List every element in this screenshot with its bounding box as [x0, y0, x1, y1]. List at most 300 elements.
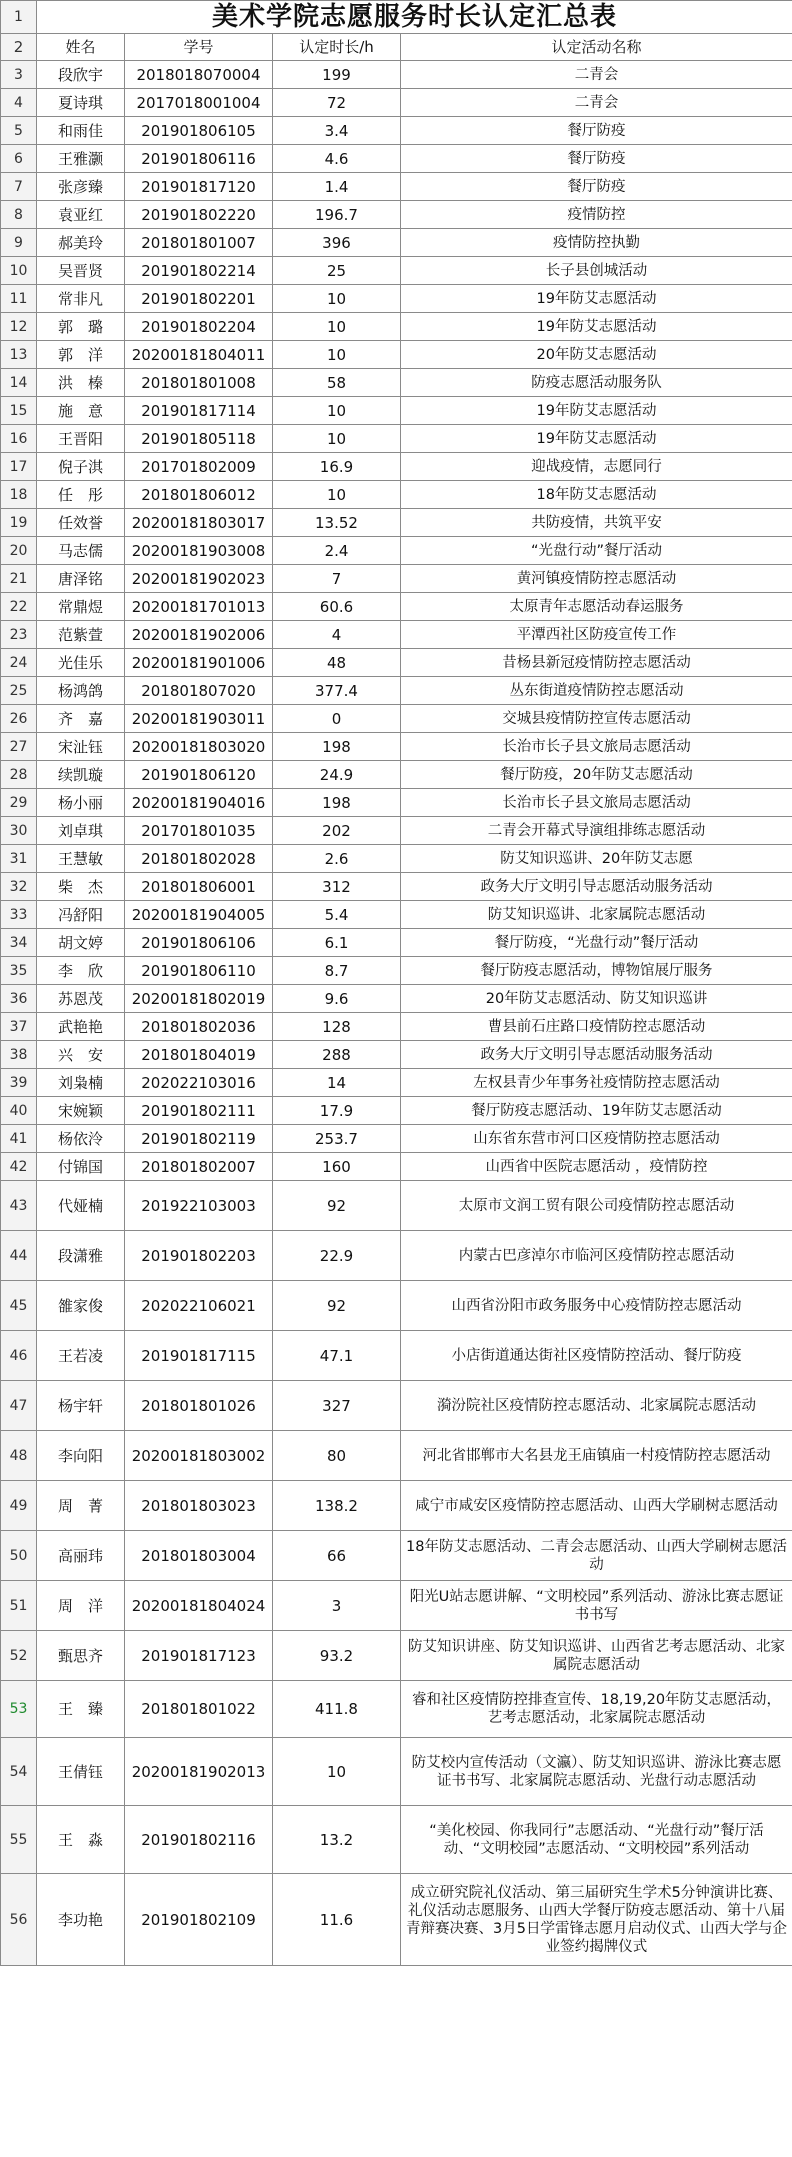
cell-name[interactable]: 李功艳: [37, 1874, 125, 1966]
cell-activity[interactable]: 19年防艾志愿活动: [401, 313, 792, 341]
row-number[interactable]: 29: [1, 789, 37, 817]
row-number[interactable]: 26: [1, 705, 37, 733]
table-row: [1, 1281, 792, 1331]
row-number[interactable]: 23: [1, 621, 37, 649]
cell-name[interactable]: 施 意: [37, 397, 125, 425]
cell-activity[interactable]: 阳光U站志愿讲解、“文明校园”系列活动、游泳比赛志愿证书书写: [401, 1581, 792, 1631]
table-row: [1, 873, 792, 901]
table-row: [1, 453, 792, 481]
cell-student-id[interactable]: 201801803023: [125, 1481, 273, 1531]
cell-name[interactable]: 段欣宇: [37, 61, 125, 89]
row-number[interactable]: 16: [1, 425, 37, 453]
cell-hours[interactable]: 202: [273, 817, 401, 845]
cell-student-id[interactable]: 201901802201: [125, 285, 273, 313]
cell-activity[interactable]: 左权县青少年事务社疫情防控志愿活动: [401, 1069, 792, 1097]
cell-name[interactable]: 雒家俊: [37, 1281, 125, 1331]
cell-hours[interactable]: 3.4: [273, 117, 401, 145]
cell-hours[interactable]: 1.4: [273, 173, 401, 201]
table-row: [1, 1806, 792, 1874]
header-activity[interactable]: 认定活动名称: [401, 34, 792, 61]
row-number[interactable]: 22: [1, 593, 37, 621]
cell-hours[interactable]: 93.2: [273, 1631, 401, 1681]
cell-hours[interactable]: 11.6: [273, 1874, 401, 1966]
table-row: [1, 285, 792, 313]
cell-name[interactable]: 唐泽铭: [37, 565, 125, 593]
cell-hours[interactable]: 411.8: [273, 1681, 401, 1738]
cell-hours[interactable]: 92: [273, 1181, 401, 1231]
cell-student-id[interactable]: 20200181701013: [125, 593, 273, 621]
cell-name[interactable]: 代娅楠: [37, 1181, 125, 1231]
cell-activity[interactable]: 疫情防控执勤: [401, 229, 792, 257]
cell-name[interactable]: 范紫萱: [37, 621, 125, 649]
row-number[interactable]: 15: [1, 397, 37, 425]
cell-name[interactable]: 胡文婷: [37, 929, 125, 957]
row-number[interactable]: 27: [1, 733, 37, 761]
cell-activity[interactable]: 长治市长子县文旅局志愿活动: [401, 789, 792, 817]
row-number[interactable]: 25: [1, 677, 37, 705]
cell-student-id[interactable]: 201901802203: [125, 1231, 273, 1281]
cell-activity[interactable]: 睿和社区疫情防控排查宣传、18,19,20年防艾志愿活动，艺考志愿活动，北家属院志愿活动: [401, 1681, 792, 1738]
table-row: [1, 257, 792, 285]
cell-activity[interactable]: 20年防艾志愿活动: [401, 341, 792, 369]
row-number[interactable]: 18: [1, 481, 37, 509]
row-number[interactable]: 51: [1, 1581, 37, 1631]
cell-name[interactable]: 王雅灏: [37, 145, 125, 173]
header-hours[interactable]: 认定时长/h: [273, 34, 401, 61]
cell-student-id[interactable]: 201901806116: [125, 145, 273, 173]
row-number[interactable]: 56: [1, 1874, 37, 1966]
cell-student-id[interactable]: 201901802204: [125, 313, 273, 341]
cell-name[interactable]: 高丽玮: [37, 1531, 125, 1581]
cell-activity[interactable]: 成立研究院礼仪活动、第三届研究生学术5分钟演讲比赛、礼仪活动志愿服务、山西大学餐厅防疫志愿活动、第十八届青辩赛决赛、3月5日学雷锋志愿月启动仪式、山西大学与企业签约揭牌仪式: [401, 1874, 792, 1966]
cell-hours[interactable]: 10: [273, 313, 401, 341]
cell-student-id[interactable]: 201901817115: [125, 1331, 273, 1381]
row-number[interactable]: 35: [1, 957, 37, 985]
cell-hours[interactable]: 13.52: [273, 509, 401, 537]
cell-student-id[interactable]: 20200181902013: [125, 1738, 273, 1806]
cell-activity[interactable]: 20年防艾志愿活动、防艾知识巡讲: [401, 985, 792, 1013]
cell-name[interactable]: 甄思齐: [37, 1631, 125, 1681]
cell-student-id[interactable]: 20200181902006: [125, 621, 273, 649]
table-row: [1, 1125, 792, 1153]
cell-student-id[interactable]: 201801807020: [125, 677, 273, 705]
row-number[interactable]: 6: [1, 145, 37, 173]
cell-activity[interactable]: 防艾知识巡讲、北家属院志愿活动: [401, 901, 792, 929]
cell-hours[interactable]: 2.6: [273, 845, 401, 873]
cell-name[interactable]: 李 欣: [37, 957, 125, 985]
row-number[interactable]: 55: [1, 1806, 37, 1874]
cell-activity[interactable]: 餐厅防疫，20年防艾志愿活动: [401, 761, 792, 789]
cell-name[interactable]: 段潇雅: [37, 1231, 125, 1281]
cell-student-id[interactable]: 201801803004: [125, 1531, 273, 1581]
row-number[interactable]: 11: [1, 285, 37, 313]
table-row: [1, 1097, 792, 1125]
cell-student-id[interactable]: 20200181804011: [125, 341, 273, 369]
cell-activity[interactable]: 防艾知识巡讲、20年防艾志愿: [401, 845, 792, 873]
row-number[interactable]: 12: [1, 313, 37, 341]
row-number[interactable]: 13: [1, 341, 37, 369]
cell-student-id[interactable]: 202022103016: [125, 1069, 273, 1097]
cell-student-id[interactable]: 201901802109: [125, 1874, 273, 1966]
table-row: [1, 145, 792, 173]
cell-student-id[interactable]: 201901817123: [125, 1631, 273, 1681]
row-number[interactable]: 30: [1, 817, 37, 845]
cell-activity[interactable]: 疫情防控: [401, 201, 792, 229]
row-number[interactable]: 33: [1, 901, 37, 929]
row-number[interactable]: 40: [1, 1097, 37, 1125]
table-row: [1, 929, 792, 957]
cell-activity[interactable]: 19年防艾志愿活动: [401, 285, 792, 313]
header-name[interactable]: 姓名: [37, 34, 125, 61]
cell-hours[interactable]: 160: [273, 1153, 401, 1181]
cell-student-id[interactable]: 201801801026: [125, 1381, 273, 1431]
cell-activity[interactable]: 咸宁市咸安区疫情防控志愿活动、山西大学刷树志愿活动: [401, 1481, 792, 1531]
cell-name[interactable]: 苏恩茂: [37, 985, 125, 1013]
cell-activity[interactable]: 18年防艾志愿活动、二青会志愿活动、山西大学刷树志愿活动: [401, 1531, 792, 1581]
cell-student-id[interactable]: 20200181903011: [125, 705, 273, 733]
cell-activity[interactable]: 二青会: [401, 61, 792, 89]
cell-name[interactable]: 武艳艳: [37, 1013, 125, 1041]
cell-activity[interactable]: 二青会开幕式导演组排练志愿活动: [401, 817, 792, 845]
cell-hours[interactable]: 199: [273, 61, 401, 89]
cell-hours[interactable]: 0: [273, 705, 401, 733]
table-row: [1, 1013, 792, 1041]
cell-student-id[interactable]: 201901802116: [125, 1806, 273, 1874]
cell-hours[interactable]: 4.6: [273, 145, 401, 173]
table-row: [1, 593, 792, 621]
cell-student-id[interactable]: 201801806001: [125, 873, 273, 901]
row-number[interactable]: 39: [1, 1069, 37, 1097]
cell-hours[interactable]: 396: [273, 229, 401, 257]
cell-name[interactable]: 洪 榛: [37, 369, 125, 397]
row-number[interactable]: 38: [1, 1041, 37, 1069]
header-student-id[interactable]: 学号: [125, 34, 273, 61]
row-number[interactable]: 3: [1, 61, 37, 89]
row-number[interactable]: 4: [1, 89, 37, 117]
cell-hours[interactable]: 22.9: [273, 1231, 401, 1281]
cell-hours[interactable]: 288: [273, 1041, 401, 1069]
cell-student-id[interactable]: 201901802119: [125, 1125, 273, 1153]
row-number[interactable]: 54: [1, 1738, 37, 1806]
table-row: [1, 509, 792, 537]
cell-name[interactable]: 王若凌: [37, 1331, 125, 1381]
cell-name[interactable]: 张彦臻: [37, 173, 125, 201]
cell-name[interactable]: 李向阳: [37, 1431, 125, 1481]
cell-activity[interactable]: 迎战疫情，志愿同行: [401, 453, 792, 481]
cell-student-id[interactable]: 20200181902023: [125, 565, 273, 593]
cell-hours[interactable]: 3: [273, 1581, 401, 1631]
cell-hours[interactable]: 16.9: [273, 453, 401, 481]
cell-hours[interactable]: 66: [273, 1531, 401, 1581]
cell-student-id[interactable]: 20200181904016: [125, 789, 273, 817]
cell-activity[interactable]: 山西省汾阳市政务服务中心疫情防控志愿活动: [401, 1281, 792, 1331]
cell-student-id[interactable]: 20200181802019: [125, 985, 273, 1013]
cell-activity[interactable]: 太原青年志愿活动春运服务: [401, 593, 792, 621]
cell-student-id[interactable]: 20200181803017: [125, 509, 273, 537]
cell-student-id[interactable]: 201701802009: [125, 453, 273, 481]
cell-activity[interactable]: 餐厅防疫: [401, 173, 792, 201]
cell-activity[interactable]: 平潭西社区防疫宣传工作: [401, 621, 792, 649]
row-number[interactable]: 5: [1, 117, 37, 145]
cell-student-id[interactable]: 2018018070004: [125, 61, 273, 89]
cell-student-id[interactable]: 201801806012: [125, 481, 273, 509]
cell-student-id[interactable]: 201801802036: [125, 1013, 273, 1041]
cell-activity[interactable]: 餐厅防疫志愿活动，博物馆展厅服务: [401, 957, 792, 985]
cell-activity[interactable]: 共防疫情，共筑平安: [401, 509, 792, 537]
cell-activity[interactable]: 曹县前石庄路口疫情防控志愿活动: [401, 1013, 792, 1041]
row-number[interactable]: 20: [1, 537, 37, 565]
row-number[interactable]: 50: [1, 1531, 37, 1581]
row-number[interactable]: 28: [1, 761, 37, 789]
cell-activity[interactable]: 漪汾院社区疫情防控志愿活动、北家属院志愿活动: [401, 1381, 792, 1431]
cell-name[interactable]: 吴晋贤: [37, 257, 125, 285]
cell-activity[interactable]: 18年防艾志愿活动: [401, 481, 792, 509]
cell-activity[interactable]: 19年防艾志愿活动: [401, 397, 792, 425]
cell-activity[interactable]: 长子县创城活动: [401, 257, 792, 285]
cell-activity[interactable]: 政务大厅文明引导志愿活动服务活动: [401, 873, 792, 901]
cell-hours[interactable]: 6.1: [273, 929, 401, 957]
cell-name[interactable]: 王 淼: [37, 1806, 125, 1874]
cell-hours[interactable]: 138.2: [273, 1481, 401, 1531]
cell-hours[interactable]: 80: [273, 1431, 401, 1481]
table-row: [1, 705, 792, 733]
cell-name[interactable]: 柴 杰: [37, 873, 125, 901]
cell-name[interactable]: 杨小丽: [37, 789, 125, 817]
cell-activity[interactable]: 餐厅防疫: [401, 145, 792, 173]
cell-student-id[interactable]: 201801801022: [125, 1681, 273, 1738]
cell-name[interactable]: 续凯璇: [37, 761, 125, 789]
cell-hours[interactable]: 14: [273, 1069, 401, 1097]
cell-hours[interactable]: 13.2: [273, 1806, 401, 1874]
row-number[interactable]: 37: [1, 1013, 37, 1041]
row-number[interactable]: 36: [1, 985, 37, 1013]
cell-hours[interactable]: 25: [273, 257, 401, 285]
cell-student-id[interactable]: 201901805118: [125, 425, 273, 453]
cell-name[interactable]: 王慧敏: [37, 845, 125, 873]
cell-activity[interactable]: 二青会: [401, 89, 792, 117]
table-row: [1, 1631, 792, 1681]
cell-name[interactable]: 常鼎煜: [37, 593, 125, 621]
cell-hours[interactable]: 24.9: [273, 761, 401, 789]
table-row: [1, 1381, 792, 1431]
cell-name[interactable]: 宋婉颖: [37, 1097, 125, 1125]
cell-student-id[interactable]: 201922103003: [125, 1181, 273, 1231]
cell-hours[interactable]: 377.4: [273, 677, 401, 705]
cell-name[interactable]: 倪子淇: [37, 453, 125, 481]
cell-activity[interactable]: 防艾知识讲座、防艾知识巡讲、山西省艺考志愿活动、北家属院志愿活动: [401, 1631, 792, 1681]
cell-activity[interactable]: 防艾校内宣传活动（文瀛）、防艾知识巡讲、游泳比赛志愿证书书写、北家属院志愿活动、光盘行动志愿活动: [401, 1738, 792, 1806]
cell-hours[interactable]: 198: [273, 789, 401, 817]
row-number[interactable]: 14: [1, 369, 37, 397]
cell-hours[interactable]: 5.4: [273, 901, 401, 929]
cell-hours[interactable]: 48: [273, 649, 401, 677]
row-number[interactable]: 48: [1, 1431, 37, 1481]
cell-name[interactable]: 夏诗琪: [37, 89, 125, 117]
cell-name[interactable]: 王倩钰: [37, 1738, 125, 1806]
row-number[interactable]: 47: [1, 1381, 37, 1431]
cell-name[interactable]: 刘卓琪: [37, 817, 125, 845]
cell-activity[interactable]: 内蒙古巴彦淖尔市临河区疫情防控志愿活动: [401, 1231, 792, 1281]
cell-student-id[interactable]: 202022106021: [125, 1281, 273, 1331]
cell-hours[interactable]: 10: [273, 341, 401, 369]
cell-student-id[interactable]: 20200181901006: [125, 649, 273, 677]
cell-hours[interactable]: 2.4: [273, 537, 401, 565]
cell-activity[interactable]: 太原市文润工贸有限公司疫情防控志愿活动: [401, 1181, 792, 1231]
cell-name[interactable]: 杨宇轩: [37, 1381, 125, 1431]
cell-name[interactable]: 兴 安: [37, 1041, 125, 1069]
cell-name[interactable]: 冯舒阳: [37, 901, 125, 929]
cell-name[interactable]: 光佳乐: [37, 649, 125, 677]
cell-student-id[interactable]: 20200181803002: [125, 1431, 273, 1481]
row-number[interactable]: 46: [1, 1331, 37, 1381]
cell-hours[interactable]: 253.7: [273, 1125, 401, 1153]
cell-hours[interactable]: 10: [273, 397, 401, 425]
cell-activity[interactable]: 餐厅防疫: [401, 117, 792, 145]
cell-name[interactable]: 任效誉: [37, 509, 125, 537]
cell-hours[interactable]: 60.6: [273, 593, 401, 621]
title-row: [1, 1, 792, 34]
cell-student-id[interactable]: 201701801035: [125, 817, 273, 845]
cell-name[interactable]: 周 洋: [37, 1581, 125, 1631]
cell-activity[interactable]: 19年防艾志愿活动: [401, 425, 792, 453]
cell-student-id[interactable]: 201901806110: [125, 957, 273, 985]
cell-student-id[interactable]: 201801804019: [125, 1041, 273, 1069]
cell-hours[interactable]: 196.7: [273, 201, 401, 229]
cell-hours[interactable]: 10: [273, 285, 401, 313]
cell-activity[interactable]: 山东省东营市河口区疫情防控志愿活动: [401, 1125, 792, 1153]
row-number[interactable]: 24: [1, 649, 37, 677]
cell-activity[interactable]: 防疫志愿活动服务队: [401, 369, 792, 397]
cell-hours[interactable]: 47.1: [273, 1331, 401, 1381]
cell-student-id[interactable]: 20200181804024: [125, 1581, 273, 1631]
cell-student-id[interactable]: 20200181904005: [125, 901, 273, 929]
cell-activity[interactable]: 黄河镇疫情防控志愿活动: [401, 565, 792, 593]
cell-activity[interactable]: 交城县疫情防控宣传志愿活动: [401, 705, 792, 733]
header-row: [1, 34, 792, 61]
cell-name[interactable]: 周 菁: [37, 1481, 125, 1531]
row-number[interactable]: 1: [1, 1, 37, 34]
cell-name[interactable]: 任 彤: [37, 481, 125, 509]
row-number[interactable]: 10: [1, 257, 37, 285]
row-number[interactable]: 49: [1, 1481, 37, 1531]
row-number[interactable]: 17: [1, 453, 37, 481]
cell-activity[interactable]: 山西省中医院志愿活动 ，疫情防控: [401, 1153, 792, 1181]
cell-activity[interactable]: “美化校园、你我同行”志愿活动、“光盘行动”餐厅活动、“文明校园”志愿活动、“文明校园”系列活动: [401, 1806, 792, 1874]
cell-student-id[interactable]: 201901806105: [125, 117, 273, 145]
cell-name[interactable]: 王晋阳: [37, 425, 125, 453]
cell-student-id[interactable]: 201801801008: [125, 369, 273, 397]
cell-name[interactable]: 和雨佳: [37, 117, 125, 145]
row-number[interactable]: 43: [1, 1181, 37, 1231]
cell-hours[interactable]: 10: [273, 1738, 401, 1806]
cell-name[interactable]: 刘枭楠: [37, 1069, 125, 1097]
cell-hours[interactable]: 327: [273, 1381, 401, 1431]
cell-activity[interactable]: 餐厅防疫志愿活动、19年防艾志愿活动: [401, 1097, 792, 1125]
row-number[interactable]: 21: [1, 565, 37, 593]
cell-hours[interactable]: 198: [273, 733, 401, 761]
table-row: [1, 313, 792, 341]
row-number[interactable]: 7: [1, 173, 37, 201]
cell-activity[interactable]: 小店街道通达街社区疫情防控活动、餐厅防疫: [401, 1331, 792, 1381]
cell-name[interactable]: 郝美玲: [37, 229, 125, 257]
row-number[interactable]: 34: [1, 929, 37, 957]
row-number[interactable]: 41: [1, 1125, 37, 1153]
cell-student-id[interactable]: 201801802007: [125, 1153, 273, 1181]
cell-student-id[interactable]: 201901806106: [125, 929, 273, 957]
cell-hours[interactable]: 10: [273, 481, 401, 509]
row-number[interactable]: 45: [1, 1281, 37, 1331]
row-number[interactable]: 42: [1, 1153, 37, 1181]
cell-hours[interactable]: 72: [273, 89, 401, 117]
cell-name[interactable]: 付锦国: [37, 1153, 125, 1181]
row-number[interactable]: 8: [1, 201, 37, 229]
cell-student-id[interactable]: 201901802111: [125, 1097, 273, 1125]
table-row: [1, 1481, 792, 1531]
cell-activity[interactable]: 长治市长子县文旅局志愿活动: [401, 733, 792, 761]
row-number[interactable]: 44: [1, 1231, 37, 1281]
cell-hours[interactable]: 4: [273, 621, 401, 649]
cell-activity[interactable]: 政务大厅文明引导志愿活动服务活动: [401, 1041, 792, 1069]
cell-name[interactable]: 杨鸿鸽: [37, 677, 125, 705]
cell-student-id[interactable]: 201901817120: [125, 173, 273, 201]
cell-name[interactable]: 郭 洋: [37, 341, 125, 369]
cell-hours[interactable]: 8.7: [273, 957, 401, 985]
cell-activity[interactable]: 丛东街道疫情防控志愿活动: [401, 677, 792, 705]
cell-name[interactable]: 常非凡: [37, 285, 125, 313]
cell-name[interactable]: 宋沚钰: [37, 733, 125, 761]
cell-hours[interactable]: 9.6: [273, 985, 401, 1013]
cell-activity[interactable]: “光盘行动”餐厅活动: [401, 537, 792, 565]
cell-student-id[interactable]: 2017018001004: [125, 89, 273, 117]
cell-student-id[interactable]: 201901802214: [125, 257, 273, 285]
row-number[interactable]: 31: [1, 845, 37, 873]
cell-student-id[interactable]: 20200181803020: [125, 733, 273, 761]
cell-name[interactable]: 郭 璐: [37, 313, 125, 341]
cell-name[interactable]: 马志儒: [37, 537, 125, 565]
cell-student-id[interactable]: 201801801007: [125, 229, 273, 257]
row-number[interactable]: 9: [1, 229, 37, 257]
sheet-title: 美术学院志愿服务时长认定汇总表: [37, 1, 792, 34]
cell-hours[interactable]: 17.9: [273, 1097, 401, 1125]
row-number[interactable]: 53: [1, 1681, 37, 1738]
cell-name[interactable]: 袁亚红: [37, 201, 125, 229]
cell-hours[interactable]: 92: [273, 1281, 401, 1331]
cell-name[interactable]: 杨依泠: [37, 1125, 125, 1153]
table-row: [1, 761, 792, 789]
row-number[interactable]: 2: [1, 34, 37, 61]
cell-student-id[interactable]: 20200181903008: [125, 537, 273, 565]
cell-hours[interactable]: 128: [273, 1013, 401, 1041]
cell-activity[interactable]: 河北省邯郸市大名县龙王庙镇庙一村疫情防控志愿活动: [401, 1431, 792, 1481]
cell-name[interactable]: 齐 嘉: [37, 705, 125, 733]
cell-student-id[interactable]: 201901817114: [125, 397, 273, 425]
cell-hours[interactable]: 312: [273, 873, 401, 901]
cell-hours[interactable]: 10: [273, 425, 401, 453]
cell-activity[interactable]: 餐厅防疫，“光盘行动”餐厅活动: [401, 929, 792, 957]
cell-hours[interactable]: 58: [273, 369, 401, 397]
cell-student-id[interactable]: 201801802028: [125, 845, 273, 873]
table-row: [1, 1738, 792, 1806]
row-number[interactable]: 32: [1, 873, 37, 901]
row-number[interactable]: 52: [1, 1631, 37, 1681]
cell-student-id[interactable]: 201901806120: [125, 761, 273, 789]
table-row: [1, 537, 792, 565]
cell-name[interactable]: 王 臻: [37, 1681, 125, 1738]
row-number[interactable]: 19: [1, 509, 37, 537]
cell-hours[interactable]: 7: [273, 565, 401, 593]
cell-activity[interactable]: 昔杨县新冠疫情防控志愿活动: [401, 649, 792, 677]
cell-student-id[interactable]: 201901802220: [125, 201, 273, 229]
